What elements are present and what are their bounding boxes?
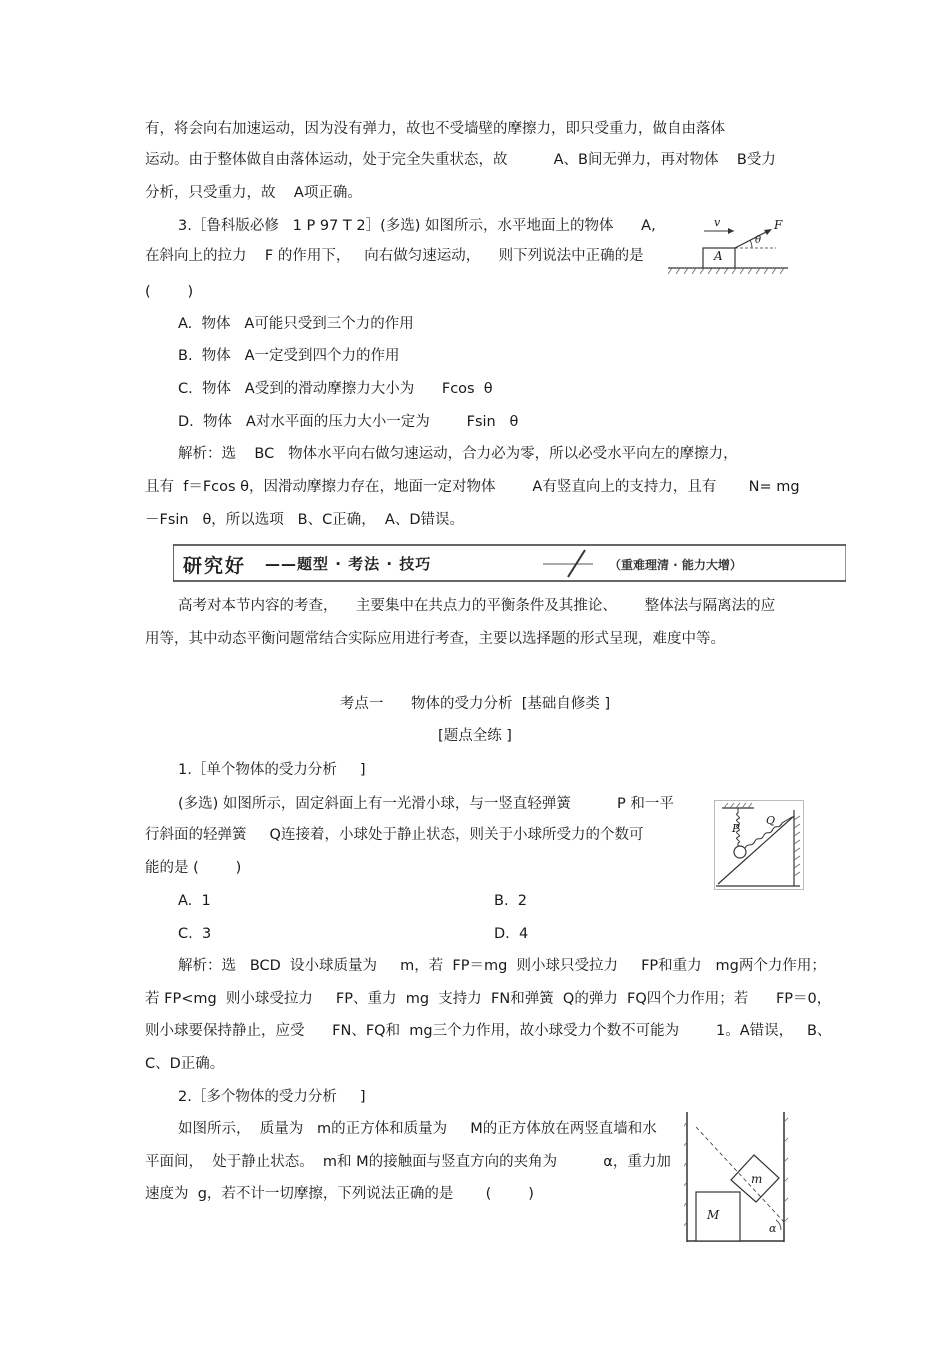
intro-text: 用等，其中动态平衡问题常结合实际应用进行考查，主要以选择题的形式呈现，难度中等。 [145, 631, 725, 647]
block-force-diagram [668, 218, 788, 276]
option-c: C. 物体 A受到的滑动摩擦力大小为 Fcos θ [178, 381, 493, 397]
force-label: F [774, 218, 783, 232]
text-line: 分析，只受重力，故 A项正确。 [145, 185, 362, 201]
banner-tagline: （重难理清 · 能力大增） [609, 558, 742, 572]
solution-text: －Fsin θ，所以选项 B、C正确， A、D错误。 [145, 512, 465, 528]
option-a: A. 1 [178, 893, 211, 909]
question-1-heading: 1.［单个物体的受力分析 ] [178, 762, 366, 778]
question-2-heading: 2.［多个物体的受力分析 ] [178, 1089, 366, 1105]
option-a: A. 物体 A可能只受到三个力的作用 [178, 316, 414, 332]
solution-text: 解析：选 BCD 设小球质量为 m，若 FP＝mg 则小球只受拉力 FP和重力 mg两个力作用； [178, 958, 826, 974]
section-banner [173, 542, 846, 584]
text-line: 运动。由于整体做自由落体运动，处于完全失重状态，故 A、B间无弹力，再对物体 B受力 [145, 152, 776, 168]
solution-text: C、D正确。 [145, 1056, 225, 1072]
option-b: B. 2 [494, 893, 528, 909]
text-line: 有，将会向右加速运动，因为没有弹力，故也不受墙壁的摩擦力，即只受重力，做自由落体 [145, 121, 725, 137]
banner-title: 研究好 [183, 555, 247, 577]
option-d: D. 物体 A对水平面的压力大小一定为 Fsin θ [178, 414, 519, 430]
spring-q-label: Q [766, 814, 776, 827]
option-b: B. 物体 A一定受到四个力的作用 [178, 348, 400, 364]
text-line: 行斜面的轻弹簧 Q连接着，小球处于静止状态，则关于小球所受力的个数可 [145, 827, 644, 843]
intro-text: 高考对本节内容的考查， 主要集中在共点力的平衡条件及其推论、 整体法与隔离法的应 [178, 598, 776, 614]
topic-heading: 考点一 物体的受力分析 [基础自修类 ] [339, 696, 611, 712]
block-a-label: A [714, 249, 723, 263]
solution-text: 若 FP<mg 则小球受拉力 FP、重力 mg 支持力 FN和弹簧 Q的弹力 FQ四个力作用；若 FP＝0， [145, 991, 832, 1007]
mass-M-label: M [707, 1208, 720, 1222]
text-line: 在斜向上的拉力 F 的作用下， 向右做匀速运动， 则下列说法中正确的是 [145, 248, 644, 264]
ball-springs-diagram [714, 800, 804, 890]
velocity-label: v [714, 216, 721, 229]
text-line: 如图所示， 质量为 m的正方体和质量为 M的正方体放在两竖直墙和水 [178, 1121, 657, 1137]
subtopic-heading: [题点全练 ] [438, 728, 512, 744]
mass-m-label: m [751, 1172, 763, 1186]
angle-label: θ [755, 235, 762, 246]
solution-text: 解析：选 BC 物体水平向右做匀速运动，合力必为零，所以必受水平向左的摩擦力， [178, 446, 738, 462]
solution-text: 则小球要保持静止，应受 FN、FQ和 mg三个力作用，故小球受力个数不可能为 1。A错误， B、 [145, 1023, 832, 1039]
figure-two-cubes [684, 1112, 789, 1244]
option-d: D. 4 [494, 926, 529, 942]
question-3-heading: 3.［鲁科版必修 1 P 97 T 2］(多选) 如图所示，水平地面上的物体 A, [178, 218, 656, 234]
text-line: 速度为 g，若不计一切摩擦，下列说法正确的是 ( ) [145, 1186, 534, 1202]
text-line: (多选) 如图所示，固定斜面上有一光滑小球，与一竖直轻弹簧 P 和一平 [178, 796, 674, 812]
answer-blank: ( ) [145, 284, 194, 300]
text-line: 平面间， 处于静止状态。 m和 M的接触面与竖直方向的夹角为 α，重力加 [145, 1154, 671, 1170]
figure-ball-springs [714, 800, 804, 890]
option-c: C. 3 [178, 926, 212, 942]
solution-text: 且有 f＝Fcos θ，因滑动摩擦力存在，地面一定对物体 A有竖直向上的支持力，且有 N= mg [145, 479, 800, 495]
figure-block-force [668, 218, 788, 276]
spring-p-label: P [732, 822, 740, 835]
banner-subtitle: ——题型 · 考法 · 技巧 [265, 555, 432, 573]
alpha-label: α [769, 1222, 777, 1235]
answer-blank: 能的是 ( ) [145, 860, 242, 876]
